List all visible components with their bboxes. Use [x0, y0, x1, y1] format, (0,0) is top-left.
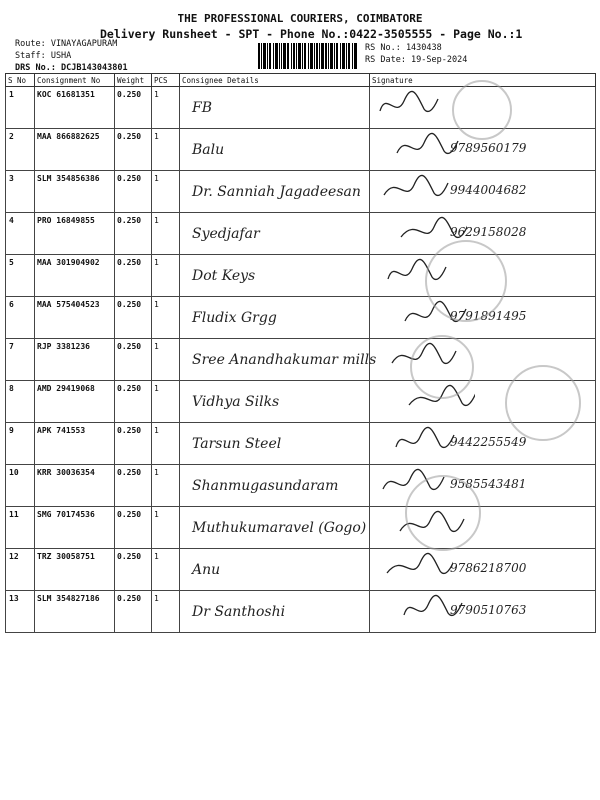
- table-row: [6, 297, 596, 339]
- col-weight: Weight: [115, 74, 152, 87]
- row-signature-phone: 9442255549: [450, 435, 527, 449]
- row-sno: 13: [6, 591, 35, 633]
- row-signature-cell: [370, 507, 596, 549]
- row-consignment-no: KOC 61681351: [35, 87, 115, 129]
- row-consignment-no: TRZ 30058751: [35, 549, 115, 591]
- row-weight: 0.250: [115, 339, 152, 381]
- row-weight: 0.250: [115, 549, 152, 591]
- row-sno: 2: [6, 129, 35, 171]
- col-consignment: Consignment No: [35, 74, 115, 87]
- handwritten-signature: [376, 89, 446, 123]
- row-sno: 12: [6, 549, 35, 591]
- row-consignment-no: PRO 16849855: [35, 213, 115, 255]
- row-signature-phone: 9791891495: [450, 309, 527, 323]
- row-weight: 0.250: [115, 129, 152, 171]
- table-header-row: [6, 74, 596, 87]
- table-row: [6, 465, 596, 507]
- row-signature-cell: [370, 171, 596, 213]
- row-consignment-no: SMG 70174536: [35, 507, 115, 549]
- row-pcs: 1: [152, 423, 180, 465]
- row-signature-phone: 9629158028: [450, 225, 527, 239]
- row-sno: 5: [6, 255, 35, 297]
- row-pcs: 1: [152, 129, 180, 171]
- stamp-seal: [505, 365, 581, 441]
- row-consignment-no: AMD 29419068: [35, 381, 115, 423]
- runsheet-table: [5, 73, 596, 633]
- row-signature-cell: [370, 465, 596, 507]
- route-label: Route: VINAYAGAPURAM: [15, 39, 118, 49]
- row-pcs: 1: [152, 465, 180, 507]
- row-pcs: 1: [152, 171, 180, 213]
- col-pcs: PCS: [152, 74, 180, 87]
- table-row: [6, 213, 596, 255]
- row-consignee-cell: [180, 213, 370, 255]
- table-row: [6, 549, 596, 591]
- row-signature-phone: 9790510763: [450, 603, 527, 617]
- row-consignment-no: MAA 866882625: [35, 129, 115, 171]
- row-consignee-cell: [180, 381, 370, 423]
- rs-number: RS No.: 1430438: [365, 43, 442, 53]
- row-consignee-name: FB: [192, 100, 213, 116]
- table-row: [6, 129, 596, 171]
- row-consignee-name: Vidhya Silks: [192, 394, 280, 410]
- row-pcs: 1: [152, 381, 180, 423]
- row-sno: 8: [6, 381, 35, 423]
- row-consignee-name: Muthukumaravel (Gogo): [192, 520, 367, 536]
- table-row: [6, 507, 596, 549]
- row-consignee-name: Dr Santhoshi: [192, 604, 286, 620]
- row-weight: 0.250: [115, 297, 152, 339]
- row-consignee-name: Fludix Grgg: [192, 310, 277, 326]
- row-consignment-no: KRR 30036354: [35, 465, 115, 507]
- row-weight: 0.250: [115, 591, 152, 633]
- table-row: [6, 591, 596, 633]
- row-consignee-cell: [180, 591, 370, 633]
- row-pcs: 1: [152, 507, 180, 549]
- row-sno: 10: [6, 465, 35, 507]
- col-consignee: Consignee Details: [180, 74, 370, 87]
- row-consignee-name: Dr. Sanniah Jagadeesan: [192, 184, 361, 200]
- row-consignee-name: Dot Keys: [192, 268, 256, 284]
- row-consignee-cell: [180, 339, 377, 381]
- row-consignee-cell: [180, 549, 370, 591]
- table-row: [6, 171, 596, 213]
- row-consignee-name: Balu: [192, 142, 225, 158]
- row-signature-phone: 9789560179: [450, 141, 527, 155]
- row-consignee-name: Syedjafar: [192, 226, 260, 242]
- staff-label: Staff: USHA: [15, 51, 72, 61]
- row-consignment-no: MAA 301904902: [35, 255, 115, 297]
- row-consignee-name: Sree Anandhakumar mills: [192, 352, 377, 368]
- row-consignee-cell: [180, 507, 370, 549]
- row-signature-phone: 9585543481: [450, 477, 527, 491]
- row-signature-cell: [370, 549, 596, 591]
- row-pcs: 1: [152, 87, 180, 129]
- table-row: [6, 339, 596, 381]
- row-consignee-cell: [180, 87, 370, 129]
- row-consignment-no: RJP 3381236: [35, 339, 115, 381]
- row-consignee-cell: [180, 129, 370, 171]
- row-pcs: 1: [152, 339, 180, 381]
- row-signature-phone: 9944004682: [450, 183, 527, 197]
- row-sno: 9: [6, 423, 35, 465]
- row-sno: 11: [6, 507, 35, 549]
- row-consignment-no: APK 741553: [35, 423, 115, 465]
- runsheet-title: Delivery Runsheet - SPT - Phone No.:0422-3505555 - Page No.:1: [100, 27, 523, 41]
- row-weight: 0.250: [115, 255, 152, 297]
- row-pcs: 1: [152, 213, 180, 255]
- col-signature: Signature: [370, 74, 596, 87]
- row-consignee-cell: [180, 465, 370, 507]
- company-name: THE PROFESSIONAL COURIERS, COIMBATORE: [177, 12, 423, 25]
- row-sno: 4: [6, 213, 35, 255]
- row-weight: 0.250: [115, 423, 152, 465]
- row-pcs: 1: [152, 297, 180, 339]
- handwritten-signature: [380, 173, 450, 207]
- row-weight: 0.250: [115, 171, 152, 213]
- row-consignee-name: Anu: [192, 562, 221, 578]
- stamp-seal: [405, 475, 481, 551]
- row-consignee-cell: [180, 297, 370, 339]
- row-signature-phone: 9786218700: [450, 561, 527, 575]
- row-pcs: 1: [152, 255, 180, 297]
- stamp-seal: [425, 240, 507, 322]
- row-weight: 0.250: [115, 213, 152, 255]
- handwritten-signature: [383, 551, 453, 585]
- stamp-seal: [410, 335, 474, 399]
- row-consignee-cell: [180, 423, 370, 465]
- row-weight: 0.250: [115, 465, 152, 507]
- row-signature-cell: [370, 591, 596, 633]
- stamp-seal: [452, 80, 512, 140]
- row-sno: 1: [6, 87, 35, 129]
- col-sno: S No: [6, 74, 35, 87]
- row-consignee-name: Tarsun Steel: [192, 436, 282, 452]
- rs-date: RS Date: 19-Sep-2024: [365, 55, 468, 65]
- table-row: [6, 423, 596, 465]
- row-sno: 6: [6, 297, 35, 339]
- barcode: [258, 43, 358, 69]
- row-sno: 7: [6, 339, 35, 381]
- table-row: [6, 255, 596, 297]
- row-pcs: 1: [152, 591, 180, 633]
- row-weight: 0.250: [115, 381, 152, 423]
- row-consignee-cell: [180, 255, 370, 297]
- row-consignee-cell: [180, 171, 370, 213]
- row-weight: 0.250: [115, 507, 152, 549]
- row-consignment-no: SLM 354827186: [35, 591, 115, 633]
- row-consignment-no: SLM 354856386: [35, 171, 115, 213]
- row-consignee-name: Shanmugasundaram: [192, 478, 339, 494]
- row-consignment-no: MAA 575404523: [35, 297, 115, 339]
- drs-number: DRS No.: DCJB143043801: [15, 63, 128, 73]
- row-weight: 0.250: [115, 87, 152, 129]
- row-sno: 3: [6, 171, 35, 213]
- row-pcs: 1: [152, 549, 180, 591]
